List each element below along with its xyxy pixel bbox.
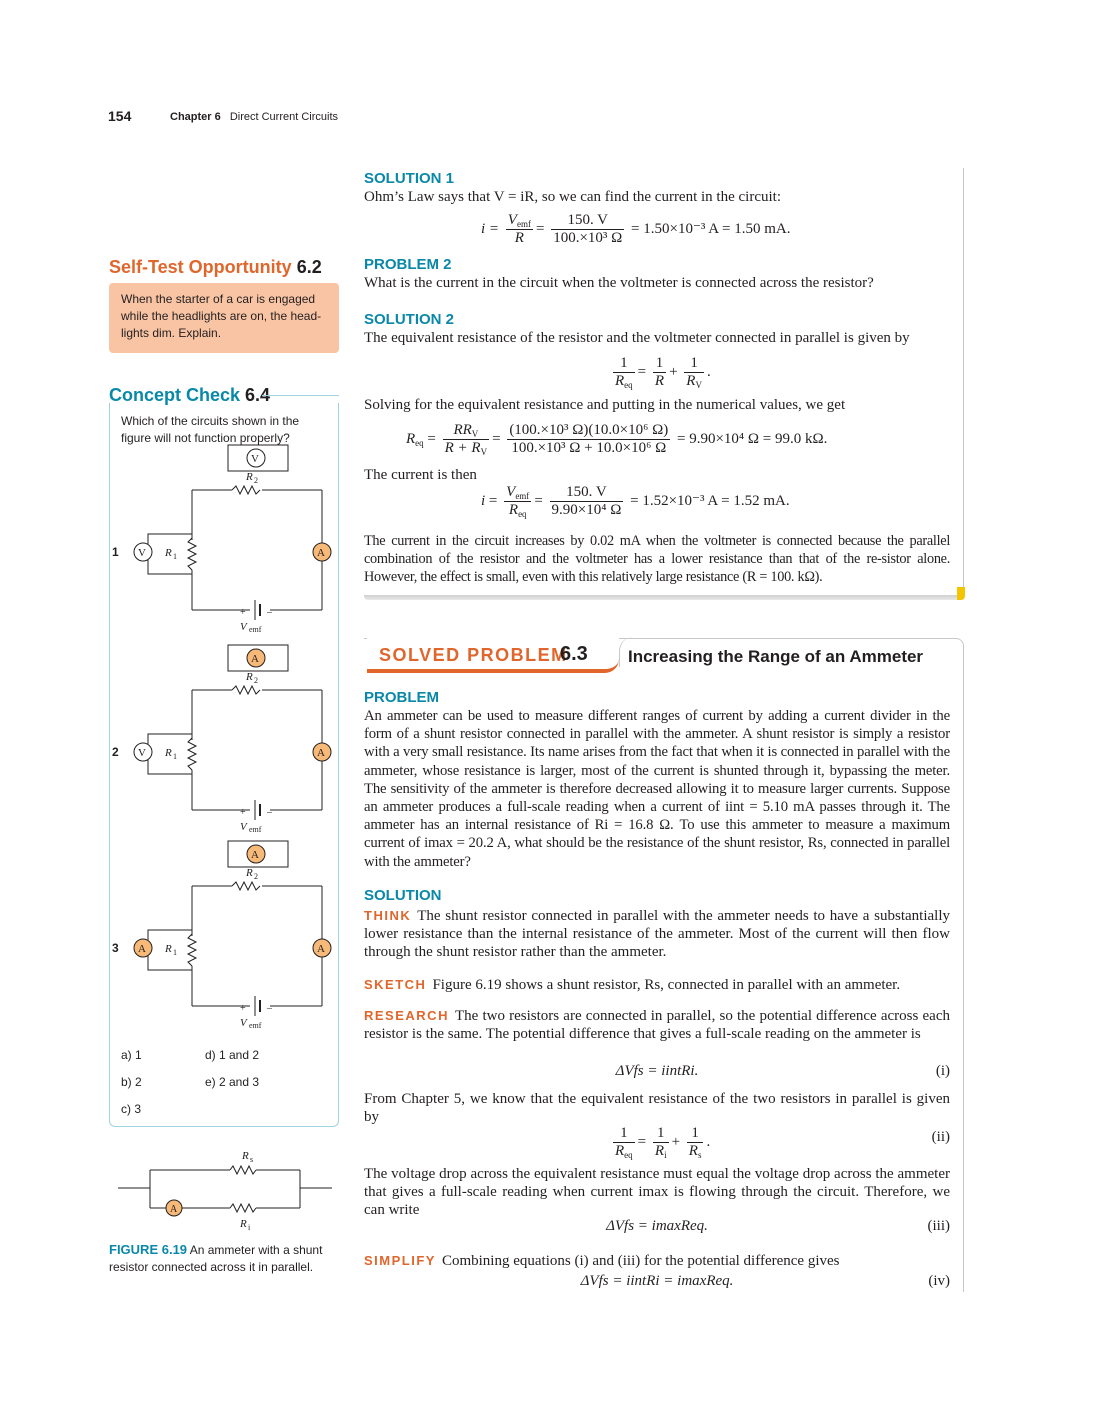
svg-text:R: R [165,943,172,955]
svg-text:A: A [251,849,259,861]
answers-col-1 [121,1042,142,1123]
think-para [364,907,950,962]
concept-question: Which of the circuits shown in the figure will not function properly? [121,414,300,445]
circuit-1 [112,445,331,634]
equation-iii: ΔVfs = imaxReq. (iii) [606,1218,950,1234]
solution1-text: Ohm’s Law says that V = iR, so we can find the current in the circuit: [364,189,781,205]
simplify-para [364,1252,954,1270]
answer-a: a) 1 [121,1048,142,1062]
chapter-label: Chapter 6 [170,111,221,123]
answer-e: e) 2 and 3 [205,1075,260,1089]
eq-number-iii: (iii) [927,1218,950,1234]
svg-text:R: R [165,547,172,559]
svg-text:+: + [240,807,246,818]
svg-text:R: R [242,1150,249,1162]
divider [262,395,339,396]
simplify-label: SIMPLIFY [364,1253,436,1268]
svg-text:V: V [240,821,247,833]
svg-text:V: V [240,1017,247,1029]
answers-col-2 [205,1042,259,1096]
equation-i: ΔVfs = iintRi. (i) [615,1063,950,1079]
solution1-equation: i = $\frac{V_{emf}}{R}$ = $\frac{150. V}{\text{100.×10³ Ω}}$ = 1.50×10⁻³ A = 1.50 mA. [481,212,791,246]
svg-text:1: 1 [173,948,177,957]
svg-text:emf: emf [249,1021,262,1030]
figure-caption [109,1241,344,1276]
svg-text:A: A [138,943,146,955]
concept-check-title: Concept Check 6.4 [109,385,271,405]
circuit-label-2: 2 [112,745,119,759]
problem2-text: What is the current in the circuit when the voltmeter is connected across the resistor? [364,275,874,291]
column-rule-top [963,168,964,598]
svg-text:s: s [250,1155,254,1164]
solution2-text1: The equivalent resistance of the resistor and the voltmeter connected in parallel is given by [364,330,910,346]
svg-text:1: 1 [173,752,177,761]
svg-text:A: A [251,653,259,665]
svg-text:R: R [246,471,253,483]
sketch-label: SKETCH [364,977,427,992]
solved-problem-number: 6.3 [560,643,588,665]
chapter-title: Direct Current Circuits [229,111,338,123]
research-text-2: From Chapter 5, we know that the equivalent resistance of the two resistors in parallel is given by [364,1091,950,1126]
svg-text:–: – [267,1003,272,1014]
answer-d: d) 1 and 2 [205,1048,260,1062]
answer-b: b) 2 [121,1075,142,1089]
svg-text:R: R [246,867,253,879]
svg-text:+: + [240,607,246,618]
self-test-title: Self-Test Opportunity 6.2 [109,257,322,277]
problem2-head: PROBLEM 2 [364,256,452,273]
research-text: The two resistors are connected in parallel, so the potential difference across each resistor is the same. The potential difference that gives a full-scale reading on the ammeter is [364,1008,950,1043]
svg-text:V: V [251,453,259,465]
solved-problem-tab [367,637,619,673]
svg-text:R: R [165,747,172,759]
svg-text:A: A [317,943,325,955]
answer-c: c) 3 [121,1102,142,1116]
req-equation: $\frac{1}{R_{eq}}$ = $\frac{1}{R}$ + $\frac{1}{R_V}$ . [615,355,711,390]
solution2-text2: Solving for the equivalent resistance and putting in the numerical values, we get [364,397,846,413]
svg-text:R: R [246,671,253,683]
svg-text:–: – [267,807,272,818]
research-label: RESEARCH [364,1008,449,1023]
think-text: The shunt resistor connected in parallel with the ammeter needs to have a substantially lower resistance than the internal resistance of the ammeter. Most of the current will then flow through the shunt resistor rather than the ammeter. [364,908,950,961]
eq-number-i: (i) [935,1063,950,1079]
corner-accent [957,587,965,600]
circuit-label-1: 1 [112,545,119,559]
req-numeric-equation: $R_{eq}$ = $\frac{RR_V}{R + R_V}$ = $\frac{\text{(100.×10³ Ω)(10.0×10⁶ Ω)}}{\text{100.×10³ Ω + 10.0×10⁶ Ω}}$ = 9.90×10⁴ Ω = 99.0 kΩ. [406,422,828,457]
circuit-label-3: 3 [112,941,119,955]
simplify-text: Combining equations (i) and (iii) for the potential difference gives [441,1253,840,1269]
section-divider [364,595,964,600]
svg-text:V: V [138,747,146,759]
problem-head: PROBLEM [364,689,439,706]
circuit-3 [112,841,331,1030]
figure-label: FIGURE 6.19 [109,1242,188,1257]
column-rule-bottom [963,1262,964,1292]
figure-6-19 [110,1145,340,1235]
svg-text:V: V [240,621,247,633]
svg-text:+: + [240,1003,246,1014]
eq-number-iv: (iv) [928,1273,950,1289]
equation-iv: ΔVfs = iintRi = imaxReq. (iv) [580,1273,950,1289]
solution1-head: SOLUTION 1 [364,170,455,187]
svg-text:i: i [248,1223,251,1232]
solution2-text3: The current is then [364,467,477,483]
svg-text:V: V [138,547,146,559]
svg-text:–: – [267,607,272,618]
svg-text:2: 2 [254,476,258,485]
solved-problem-title: Increasing the Range of an Ammeter [628,647,924,666]
svg-text:A: A [317,547,325,559]
svg-text:emf: emf [249,825,262,834]
current-equation: i = $\frac{V_{emf}}{R_{eq}}$ = $\frac{150. V}{\text{9.90×10⁴ Ω}}$ = 1.52×10⁻³ A = 1.52 mA. [481,484,790,519]
svg-text:R: R [240,1218,247,1230]
circuit-2 [112,645,331,834]
self-test-text: When the starter of a car is engaged while the headlights are on, the head-lights dim. Explain. [121,292,322,340]
problem-text: An ammeter can be used to measure different ranges of current by adding a current divider in the form of a shunt resistor connected in parallel with the ammeter. A shunt resistor is simply a resistor with a very small resistance. Its name arises from the fact that when it is connected in parallel with the ammeter, whose resistance is larger, most of the current is shunted through it, bypassing the meter. The sensitivity of the ammeter is therefore decreased allowing it to measure larger currents. Suppose an ammeter produces a full-scale reading when a current of iint = 5.10 mA passes through it. The ammeter has an internal resistance of Ri = 16.8 Ω. To use this ammeter to measure a maximum current of imax = 20.2 A, what should be the resistance of the shunt resistor, Rs, connected in parallel with the ammeter? [364,708,950,870]
self-test-box [109,283,339,353]
circuits-figure [110,440,338,1040]
solution2-text4: The current in the circuit increases by 0.02 mA when the voltmeter is connected because the parallel combination of the resistor and the voltmeter has a lower resistance than that of the re-sistor alone. However, the effect is small, even with this relatively large resistance (R = 100. kΩ). [364,533,950,586]
solution2-head: SOLUTION 2 [364,311,455,328]
svg-text:A: A [170,1204,178,1215]
research-text-3: The voltage drop across the equivalent resistance must equal the voltage drop across the ammeter that gives a full-scale reading when current imax is flowing through the circuit. Therefore, we can write [364,1166,950,1219]
figure-caption-text: An ammeter with a shunt resistor connected across it in parallel. [109,1243,323,1274]
solved-problem-label: SOLVED PROBLEM [379,645,568,665]
svg-text:emf: emf [249,625,262,634]
eq-number-ii: (ii) [931,1129,950,1145]
page-number: 154 [108,108,132,124]
solution-head: SOLUTION [364,887,442,904]
svg-text:2: 2 [254,872,258,881]
svg-text:A: A [317,747,325,759]
research-para [364,1007,950,1043]
think-label: THINK [364,908,412,923]
sketch-para [364,976,954,994]
svg-text:1: 1 [173,552,177,561]
sketch-text: Figure 6.19 shows a shunt resistor, Rs, connected in parallel with an ammeter. [432,977,901,993]
running-header [170,111,338,123]
svg-text:2: 2 [254,676,258,685]
